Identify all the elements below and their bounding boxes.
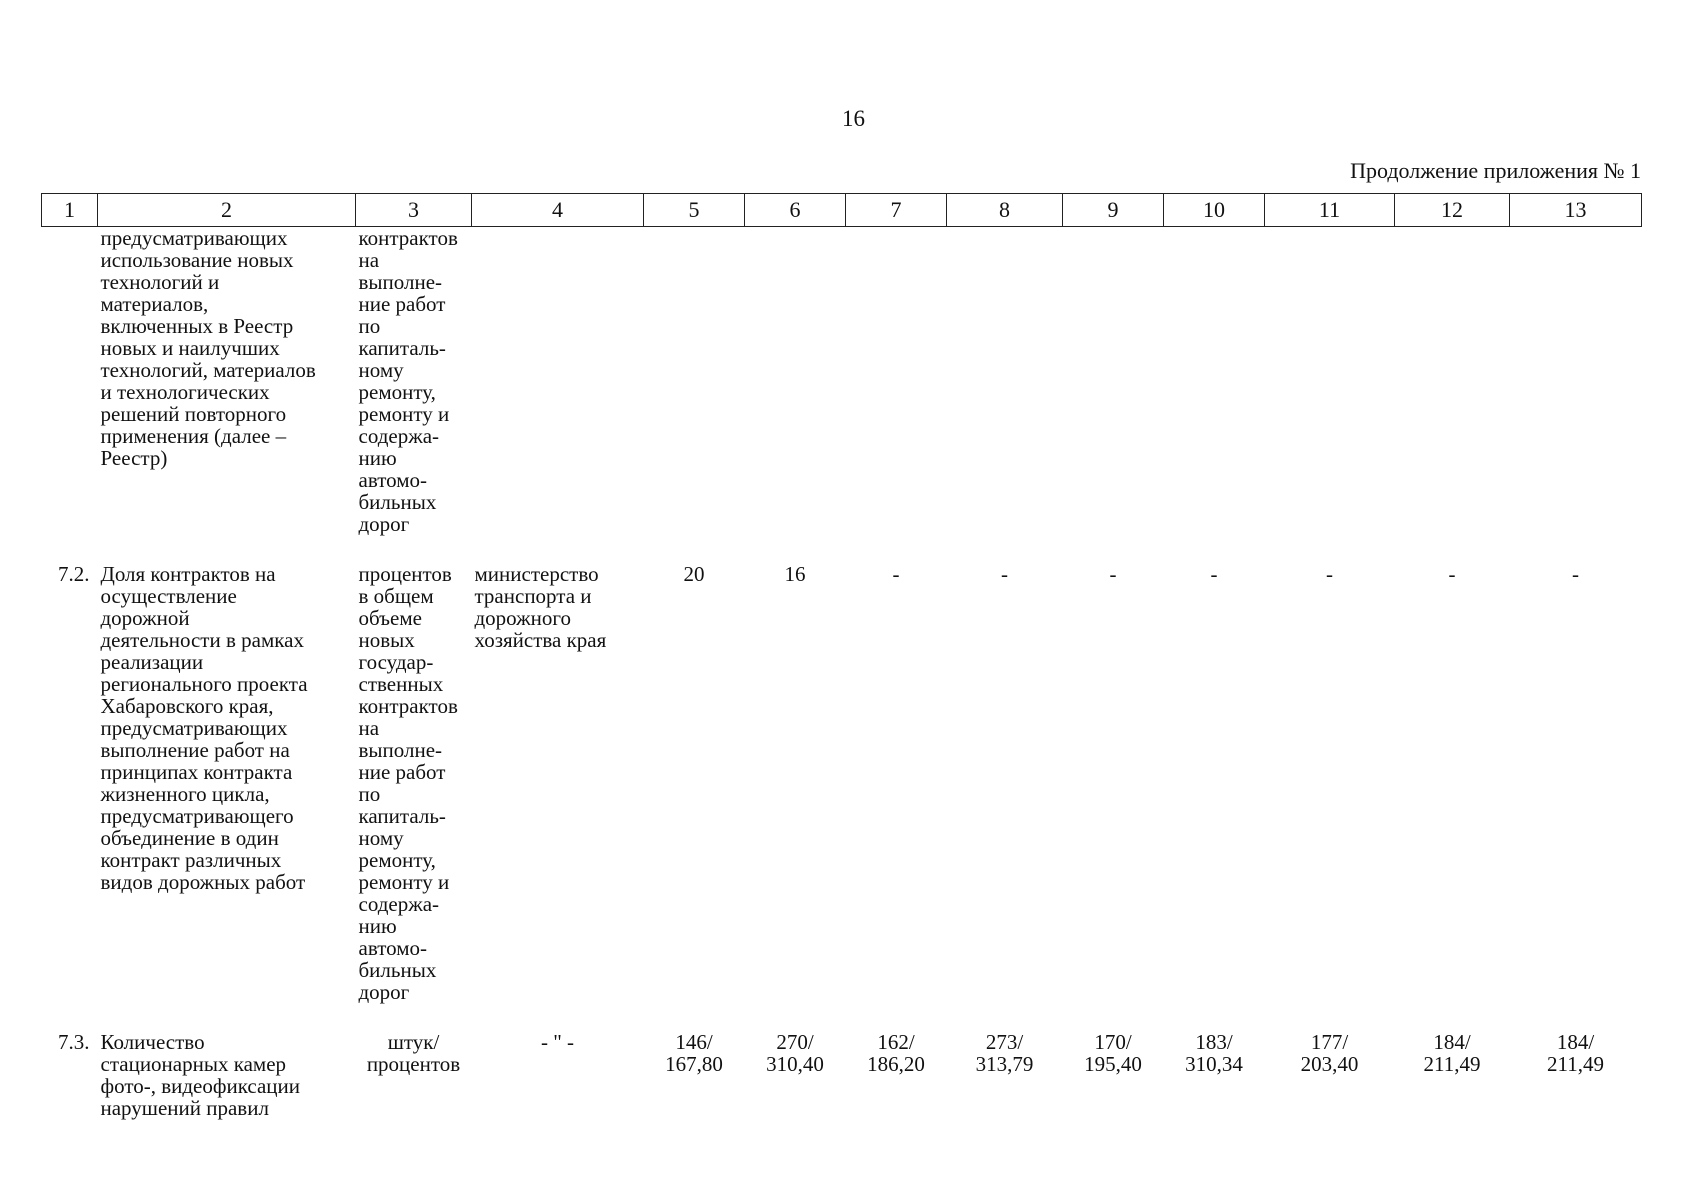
header-col-11: 11 (1265, 194, 1395, 227)
row-number: 7.2. (58, 562, 90, 586)
executor-cell: - " - (540, 1030, 575, 1054)
value-cell (644, 227, 745, 536)
value-cell: - (1109, 562, 1117, 586)
header-col-6: 6 (745, 194, 846, 227)
table-row (42, 563, 1642, 1003)
value-cell: 184/ 211,49 (1547, 1030, 1604, 1076)
indicator-name: Доля контрактов на осуществление дорожной деятельности в рамках реализации регионального проекта Хабаровского края, предусматривающих выполнение работ на принципах контракта жизненного цикла, предусматривающего объединение в один контракт различных видов дорожных работ (100, 562, 308, 894)
value-cell (846, 227, 947, 536)
value-cell: - (1448, 562, 1456, 586)
header-col-13: 13 (1510, 194, 1642, 227)
value-cell (1395, 227, 1510, 536)
value-cell: 177/ 203,40 (1300, 1030, 1359, 1076)
table-row (42, 1031, 1642, 1119)
unit-cell: процентов в общем объеме новых государ- ственных контрактов на выполне- ние работ по капиталь- ному ремонту, ремонту и содержа- нию автомо- бильных дорог (358, 562, 458, 1004)
header-col-12: 12 (1395, 194, 1510, 227)
header-col-10: 10 (1164, 194, 1265, 227)
value-cell (1164, 227, 1265, 536)
unit-cell: контрактов на выполне- ние работ по капиталь- ному ремонту, ремонту и содержа- нию автомо- бильных дорог (358, 226, 458, 536)
indicator-name: Количество стационарных камер фото-, видеофиксации нарушений правил (100, 1030, 301, 1120)
value-cell: 162/ 186,20 (867, 1030, 925, 1076)
value-cell: - (1326, 562, 1333, 586)
value-cell: 16 (784, 562, 806, 586)
value-cell (1510, 227, 1642, 536)
value-cell: 273/ 313,79 (975, 1030, 1034, 1076)
value-cell (947, 227, 1063, 536)
row-spacer (42, 1003, 1642, 1031)
header-col-9: 9 (1063, 194, 1164, 227)
value-cell: - (1210, 562, 1218, 586)
value-cell (1063, 227, 1164, 536)
value-cell: 20 (683, 562, 705, 586)
value-cell: 146/ 167,80 (665, 1030, 723, 1076)
header-col-4: 4 (472, 194, 644, 227)
executor-cell (472, 227, 644, 536)
header-col-7: 7 (846, 194, 947, 227)
header-row (42, 194, 1642, 227)
row-number (42, 227, 98, 536)
indicators-table (41, 193, 1642, 1119)
value-cell: 183/ 310,34 (1185, 1030, 1243, 1076)
header-col-3: 3 (356, 194, 472, 227)
row-spacer (42, 535, 1642, 563)
value-cell: - (1572, 562, 1579, 586)
value-cell: 170/ 195,40 (1084, 1030, 1142, 1076)
value-cell (1265, 227, 1395, 536)
indicator-name: предусматривающих использование новых технологий и материалов, включенных в Реестр новых и наилучших технологий, материалов и технологических решений повторного применения (далее – Реестр) (100, 226, 316, 470)
header-col-5: 5 (644, 194, 745, 227)
table-row (42, 227, 1642, 536)
header-col-2: 2 (98, 194, 356, 227)
value-cell: 270/ 310,40 (766, 1030, 824, 1076)
value-cell: 184/ 211,49 (1423, 1030, 1481, 1076)
value-cell (745, 227, 846, 536)
row-number: 7.3. (58, 1030, 90, 1054)
executor-cell: министерство транспорта и дорожного хозяйства края (474, 562, 607, 652)
page-number: 16 (842, 106, 865, 131)
header-col-1: 1 (42, 194, 98, 227)
unit-cell: штук/ процентов (366, 1030, 461, 1076)
header-col-8: 8 (947, 194, 1063, 227)
value-cell: - (1001, 562, 1008, 586)
value-cell: - (892, 562, 900, 586)
continuation-label: Продолжение приложения № 1 (1350, 158, 1641, 183)
